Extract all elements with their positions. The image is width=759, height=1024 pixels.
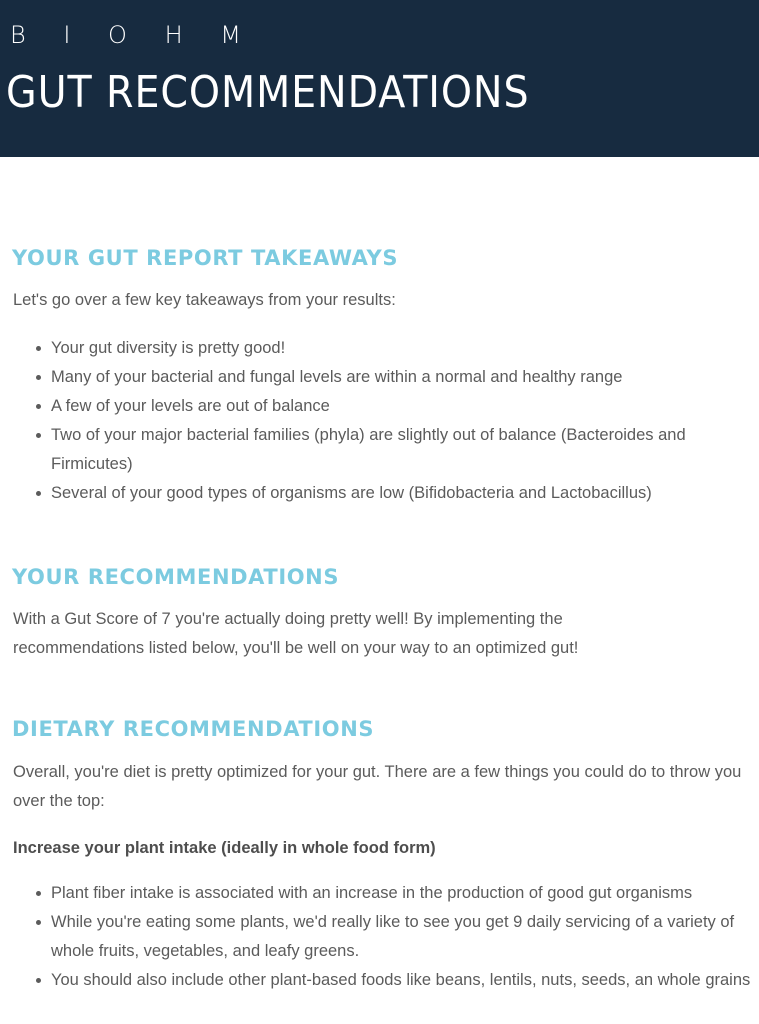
list-item: You should also include other plant-based foods like beans, lentils, nuts, seeds, an whole grains: [51, 966, 759, 995]
list-item: Plant fiber intake is associated with an increase in the production of good gut organisms: [51, 879, 759, 908]
takeaways-intro: Let's go over a few key takeaways from your results:: [13, 291, 396, 309]
list-item: Two of your major bacterial families (phyla) are slightly out of balance (Bacteroides and Firmicutes): [51, 421, 759, 479]
list-item: Your gut diversity is pretty good!: [51, 334, 759, 363]
bullet-icon: [36, 920, 41, 925]
bullet-icon: [36, 375, 41, 380]
bullet-icon: [36, 891, 41, 896]
dietary-heading: DIETARY RECOMMENDATIONS: [12, 717, 375, 741]
bullet-icon: [36, 978, 41, 983]
page-title: GUT RECOMMENDATIONS: [6, 67, 530, 118]
takeaways-heading: YOUR GUT REPORT TAKEAWAYS: [12, 246, 399, 270]
takeaways-list: [51, 334, 759, 508]
dietary-list: [51, 879, 759, 995]
recommendations-body: With a Gut Score of 7 you're actually doing pretty well! By implementing the recommendations listed below, you'll be well on your way to an optimized gut!: [13, 610, 579, 657]
brand-logo: B I O H M: [10, 21, 256, 49]
recommendations-heading: YOUR RECOMMENDATIONS: [12, 565, 340, 589]
list-item: Several of your good types of organisms are low (Bifidobacteria and Lactobacillus): [51, 479, 759, 508]
bullet-icon: [36, 433, 41, 438]
bullet-icon: [36, 346, 41, 351]
page-header: [0, 0, 759, 157]
list-item: A few of your levels are out of balance: [51, 392, 759, 421]
dietary-intro: Overall, you're diet is pretty optimized for your gut. There are a few things you could do to throw you over the top:: [13, 763, 742, 810]
bullet-icon: [36, 491, 41, 496]
list-item: While you're eating some plants, we'd really like to see you get 9 daily servicing of a variety of whole fruits, vegetables, and leafy greens.: [51, 908, 759, 966]
plant-intake-subheading: Increase your plant intake (ideally in whole food form): [13, 839, 436, 857]
list-item: Many of your bacterial and fungal levels are within a normal and healthy range: [51, 363, 759, 392]
bullet-icon: [36, 404, 41, 409]
